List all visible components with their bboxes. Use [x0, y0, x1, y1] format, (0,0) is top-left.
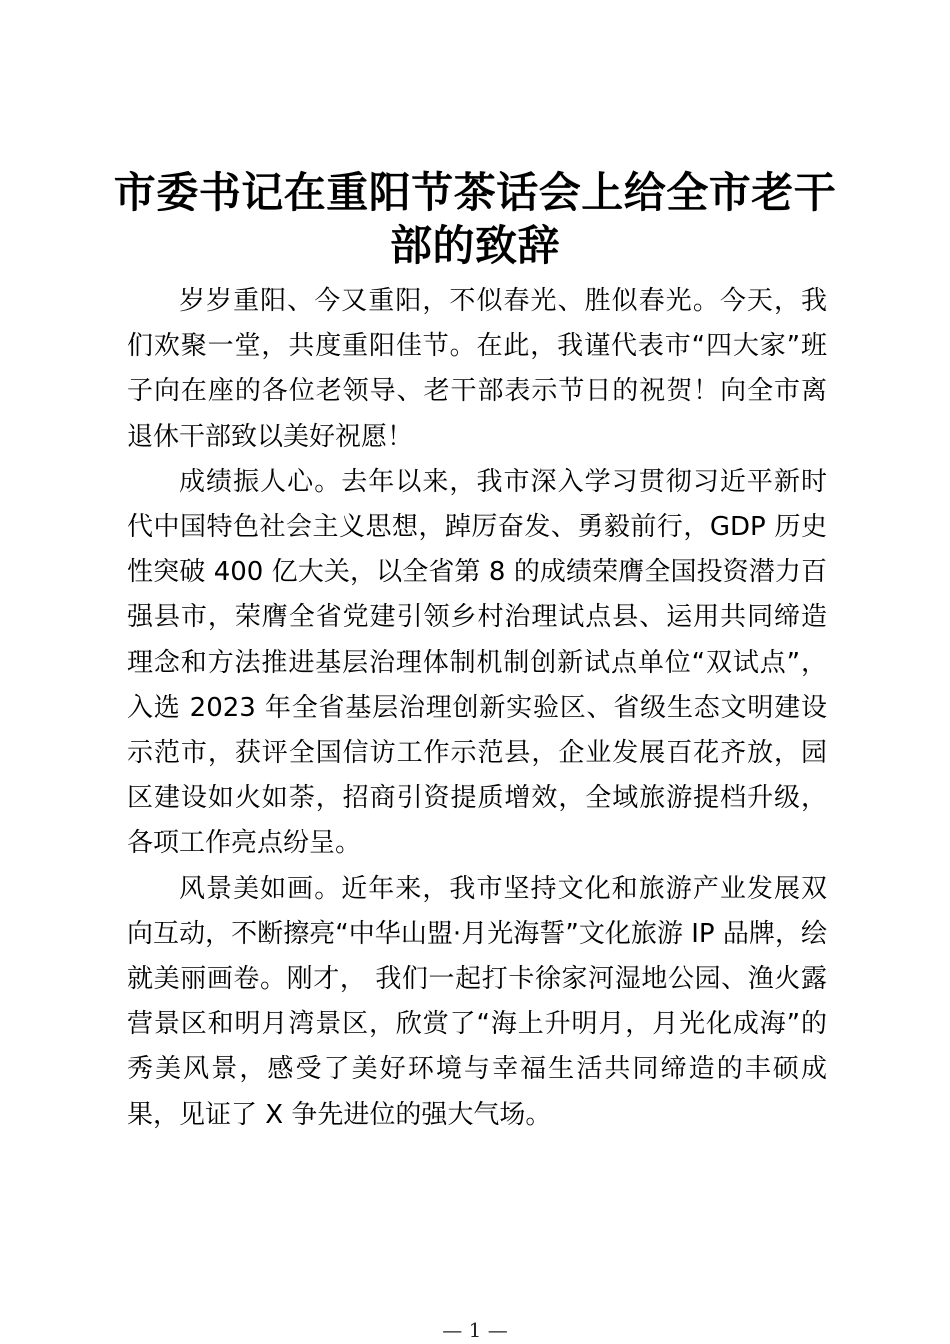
document-title: 市委书记在重阳节茶话会上给全市老干部的致辞	[113, 168, 837, 270]
paragraph-greeting: 岁岁重阳、今又重阳，不似春光、胜似春光。今天，我们欢聚一堂，共度重阳佳节。在此，我谨代表市“四大家”班子向在座的各位老领导、老干部表示节日的祝贺！向全市离退休干部致以美好祝愿！	[127, 286, 827, 452]
paragraph-scenery: 风景美如画。近年来，我市坚持文化和旅游产业发展双向互动，不断擦亮“中华山盟·月光海誓”文化旅游 IP 品牌，绘就美丽画卷。刚才， 我们一起打卡徐家河湿地公园、渔火露营景区和明月湾景区，欣赏了“海上升明月，月光化成海”的秀美风景，感受了美好环境与幸福生活共同缔造的丰硕成果，见证了 X 争先进位的强大气场。	[127, 873, 827, 1130]
document-body	[127, 279, 827, 1138]
page-number: — 1 —	[442, 1318, 508, 1342]
paragraph-achievements: 成绩振人心。去年以来，我市深入学习贯彻习近平新时代中国特色社会主义思想，踔厉奋发、勇毅前行，GDP 历史性突破 400 亿大关，以全省第 8 的成绩荣膺全国投资潜力百强县市，荣膺全省党建引领乡村治理试点县、运用共同缔造理念和方法推进基层治理体制机制创新试点单位“双试点”，入选 2023 年全省基层治理创新实验区、省级生态文明建设示范市，获评全国信访工作示范县，企业发展百花齐放，园区建设如火如荼，招商引资提质增效，全域旅游提档升级，各项工作亮点纷呈。	[127, 466, 827, 859]
